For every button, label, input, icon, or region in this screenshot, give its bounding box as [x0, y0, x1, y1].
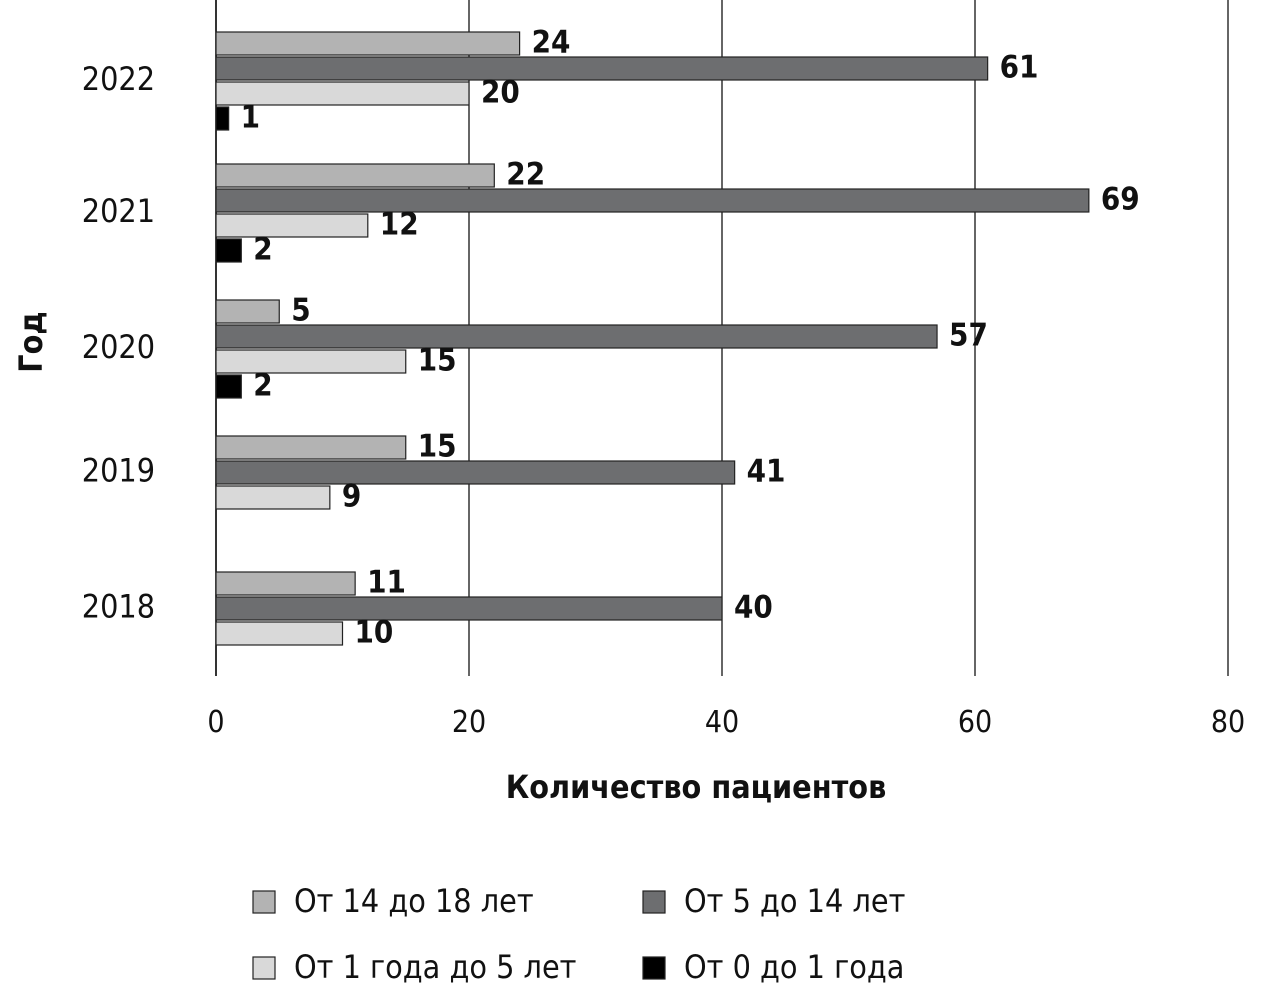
legend-label: От 5 до 14 лет: [684, 882, 906, 920]
bar: [216, 300, 279, 323]
x-tick-labels: [207, 705, 1245, 740]
data-label: 11: [367, 564, 406, 601]
data-label: 15: [417, 428, 457, 465]
y-tick-label: 2020: [81, 328, 155, 366]
y-axis-title: Год: [12, 311, 50, 373]
legend-label: От 1 года до 5 лет: [294, 948, 577, 986]
x-tick-label: 0: [207, 705, 225, 740]
bar: [216, 214, 368, 237]
bar: [216, 189, 1089, 212]
bar: [216, 461, 735, 484]
bar: [216, 375, 241, 398]
data-label: 2: [253, 367, 273, 404]
legend-label: От 14 до 18 лет: [294, 882, 534, 920]
data-label: 57: [949, 317, 988, 354]
bar: [216, 436, 406, 459]
data-label: 24: [531, 24, 571, 61]
bar: [216, 239, 241, 262]
data-label: 10: [354, 614, 394, 651]
bar: [216, 107, 229, 130]
bar: [216, 350, 406, 373]
legend-swatch: [643, 957, 665, 979]
y-tick-label: 2018: [81, 587, 155, 626]
legend-swatch: [253, 957, 275, 979]
data-label: 9: [341, 478, 362, 515]
bar: [216, 572, 355, 595]
y-tick-labels: [82, 60, 155, 626]
data-label: 40: [734, 589, 773, 626]
data-label: 15: [417, 342, 457, 379]
data-label: 12: [379, 206, 419, 243]
legend: [253, 882, 905, 986]
bar: [216, 164, 494, 187]
x-tick-label: 40: [704, 705, 740, 740]
bar: [216, 597, 722, 620]
data-label: 2: [253, 231, 273, 268]
data-label: 1: [240, 99, 261, 136]
legend-swatch: [643, 891, 665, 913]
data-label: 61: [999, 49, 1039, 86]
x-axis-title: Количество пациентов: [505, 768, 887, 806]
x-tick-label: 60: [957, 705, 993, 740]
bar: [216, 325, 937, 348]
data-label: 5: [291, 292, 311, 329]
data-label: 22: [506, 156, 546, 193]
bar: [216, 622, 343, 645]
y-tick-label: 2021: [81, 192, 155, 230]
y-tick-label: 2019: [81, 451, 155, 490]
bar: [216, 57, 988, 80]
x-tick-label: 80: [1210, 705, 1246, 740]
bar: [216, 486, 330, 509]
legend-swatch: [253, 891, 275, 913]
data-label: 69: [1100, 181, 1140, 218]
legend-label: От 0 до 1 года: [684, 948, 905, 986]
data-label: 20: [481, 74, 520, 111]
y-tick-label: 2022: [81, 60, 155, 98]
x-tick-label: 20: [451, 705, 487, 740]
data-label: 41: [746, 453, 786, 490]
bar: [216, 32, 520, 55]
